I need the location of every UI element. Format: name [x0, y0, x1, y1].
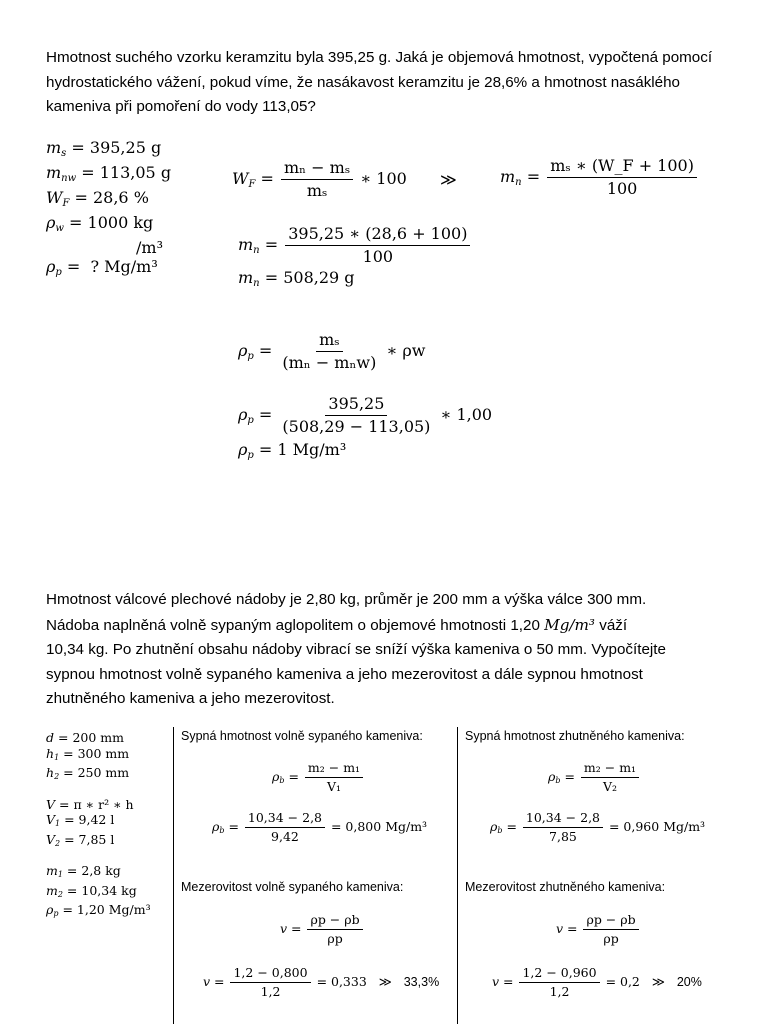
col2-voids-formula: v = $\frac{\rho p - \rho b}{\rho p}$ [280, 912, 365, 947]
col2-bulk-density-formula: $\rho_b$ = $\frac{\text{m₂ − m₁}}{\text{V₁}}$ [272, 760, 365, 795]
mn-result: $m_n = 508,29$ g [238, 268, 355, 289]
problem2-line3: 10,34 kg. Po zhutnění obsahu nádoby vibrací se sníží výška kameniva o 50 mm. Vypočítejte [46, 641, 666, 658]
col3-heading-voids: Mezerovitost zhutněného kameniva: [465, 880, 666, 894]
col3-bulk-density-calc: $\rho_b$ = $\frac{10,34 - 2,8}{7,85}$ = 0,960 Mg/m³ [490, 810, 706, 844]
rhop-result: $\rho_p = 1$ Mg/m³ [238, 440, 347, 461]
col3-voids-calc: v = $\frac{1,2 - 0,960}{1,2}$ = 0,2 ≫ 20% [492, 965, 702, 999]
problem2-line4: sypnou hmotnost volně sypaného kameniva a jeho mezerovitost a dále sypnou hmotnost [46, 665, 643, 683]
col3-heading-bulk-density: Sypná hmotnost zhutněného kameniva: [465, 729, 685, 743]
problem2-text [46, 588, 726, 712]
rhop-formula: $\rho_p$ = $\frac{\text{mₛ}}{\text{(mₙ − mₙw)}}$ ∗ ρw [238, 330, 426, 372]
col2-bulk-density-calc: $\rho_b$ = $\frac{10,34 - 2,8}{9,42}$ = 0,800 Mg/m³ [212, 810, 428, 844]
col3-voids-formula: v = $\frac{\rho p - \rho b}{\rho p}$ [556, 912, 641, 947]
problem2-line5: zhutněného kameniva a jeho mezerovitost. [46, 690, 335, 707]
mn-calculation: $m_n$ = $\frac{395,25 ∗ (28,6 + 100)}{100}$ [238, 224, 472, 267]
problem1-text: Hmotnost suchého vzorku keramzitu byla 395,25 g. Jaká je objemová hmotnost, vypočtená pomocí hydrostatického vážení, pokud víme, že nasákavost keramzitu je 28,6% a hmotnost nasáklého kameniva při pomoření do vody 113,05? [46, 49, 713, 115]
rhop-calculation: $\rho_p$ = $\frac{395,25}{(508,29 - 113,05)}$ ∗ 1,00 [238, 394, 493, 436]
problem2-given: d = 200 mm $h_1 = 300$ mm $h_2 = 250$ mm V = π ∗ r² ∗ h $V_1 = 9,42$ l $V_2 = 7,85$ l $m_1 = 2,8$ kg $m_2 = 10,34$ kg $\rho_p = 1,20$ Mg/m³ [46, 730, 151, 918]
problem2-line1: Hmotnost válcové plechové nádoby je 2,80 kg, průměr je 200 mm a výška válce 300 mm. [46, 591, 647, 608]
col2-voids-calc: v = $\frac{1,2 - 0,800}{1,2}$ = 0,333 ≫ 33,3% [203, 965, 440, 999]
column-divider-2 [457, 727, 458, 1024]
problem2-line2: Nádoba naplněná volně sypaným aglopolitem o objemové hmotnosti 1,20 Mg/m³ váží [46, 615, 628, 634]
arrow-symbol: ≫ [440, 170, 457, 189]
mn-formula: $m_n$ = $\frac{\text{mₛ ∗ (W\_F + 100)}}{100}$ [500, 156, 699, 199]
col2-heading-bulk-density: Sypná hmotnost volně sypaného kameniva: [181, 729, 423, 743]
wf-formula: $W_F$ = $\frac{\text{mₙ − mₛ}}{\text{mₛ}}$ ∗ 100 [232, 158, 407, 200]
column-divider-1 [173, 727, 174, 1024]
problem1-given: $m_s = 395,25$ g $m_{nw} = 113,05$ g $W_F = 28,6$ % $\rho_w = 1000$ kg /m³ $\rho_p$ = ? Mg/m³ [46, 138, 172, 278]
col2-heading-voids: Mezerovitost volně sypaného kameniva: [181, 880, 404, 894]
col3-bulk-density-formula: $\rho_b$ = $\frac{\text{m₂ − m₁}}{\text{V₂}}$ [548, 760, 641, 795]
